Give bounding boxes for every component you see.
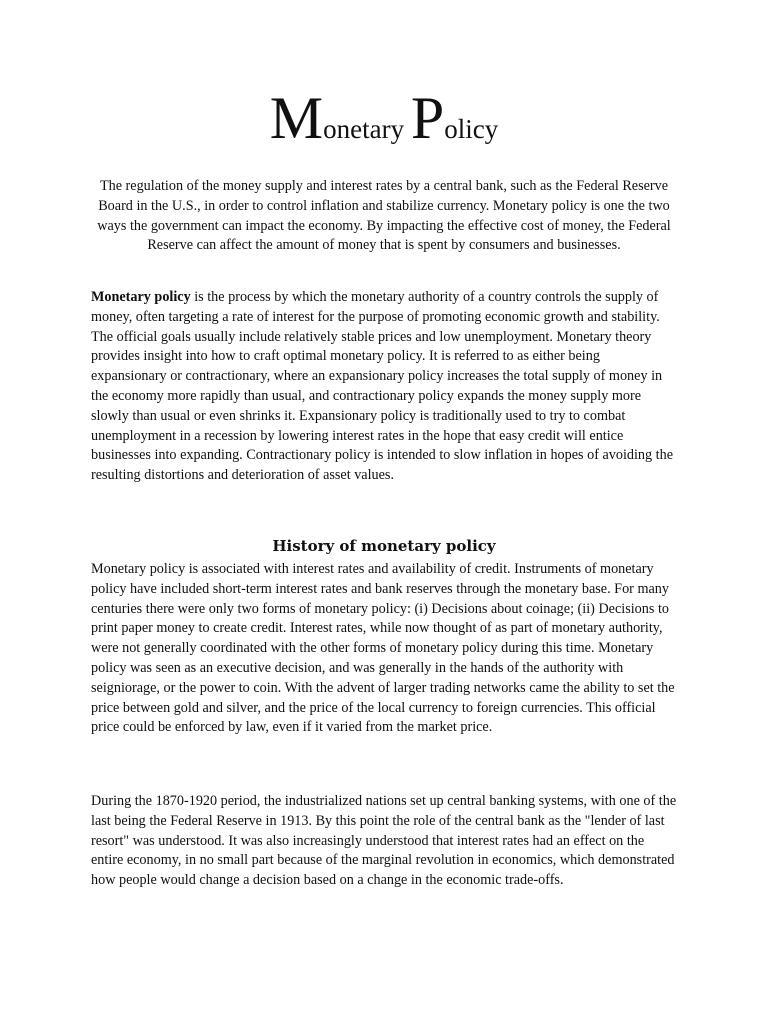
title-word-onetary: onetary bbox=[323, 114, 405, 144]
title-initial-p: P bbox=[410, 85, 445, 151]
title-initial-m: M bbox=[269, 85, 324, 151]
title-word-olicy: olicy bbox=[444, 114, 499, 144]
definition-text: is the process by which the monetary authority of a country controls the supply of money, often targeting a rate of interest for the purpose of promoting economic growth and stability. The official goals usually include relatively stable prices and low unemployment. Monetary theory provides insight into how to craft optimal monetary policy. It is referred to as either being expansionary or contractionary, where an expansionary policy increases the total supply of money in the economy more rapidly than usual, and contractionary policy expands the money supply more slowly than usual or even shrinks it. Expansionary policy is traditionally used to try to combat unemployment in a recession by lowering interest rates in the hope that easy credit will entice businesses into expanding. Contractionary policy is intended to slow inflation in hopes of avoiding the resulting distortions and deterioration of asset values. bbox=[91, 289, 673, 484]
definition-paragraph bbox=[91, 288, 678, 486]
definition-bold-lead: Monetary policy bbox=[91, 289, 191, 305]
history-paragraph-2: During the 1870-1920 period, the industrialized nations set up central banking systems, with one of the last being the Federal Reserve in 1913. By this point the role of the central bank as the "lender of last resort" was understood. It was also increasingly understood that interest rates had an effect on the entire economy, in no small part because of the marginal revolution in economics, which demonstrated how people would change a decision based on a change in the economic trade-offs. bbox=[91, 793, 677, 889]
page-title bbox=[0, 85, 768, 151]
section-heading-history: History of monetary policy bbox=[272, 537, 496, 555]
history-paragraph-1: Monetary policy is associated with interest rates and availability of credit. Instruments of monetary policy have included short-term interest rates and bank reserves through the monetary base. For many centuries there were only two forms of monetary policy: (i) Decisions about coinage; (ii) Decisions to print paper money to create credit. Interest rates, while now thought of as part of monetary authority, were not generally coordinated with the other forms of monetary policy during this time. Monetary policy was seen as an executive decision, and was generally in the hands of the authority with seigniorage, or the power to coin. With the advent of larger trading networks came the ability to set the price between gold and silver, and the price of the local currency to foreign currencies. This official price could be enforced by law, even if it varied from the market price. bbox=[91, 561, 675, 736]
intro-paragraph: The regulation of the money supply and interest rates by a central bank, such as the Federal Reserve Board in the U.S., in order to control inflation and stabilize currency. Monetary policy is one the two ways the government can impact the economy. By impacting the effective cost of money, the Federal Reserve can affect the amount of money that is spent by consumers and businesses. bbox=[97, 178, 671, 254]
